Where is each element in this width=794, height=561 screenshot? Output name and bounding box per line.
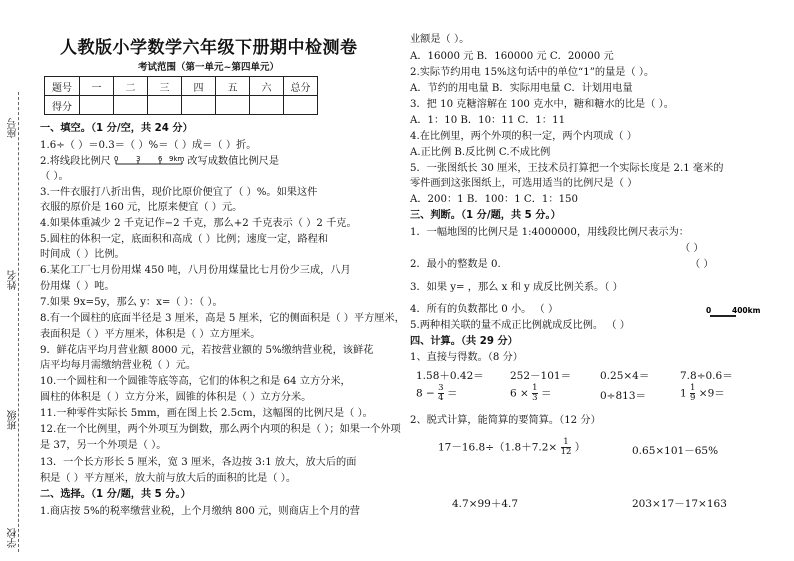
calc-text: 6 × [510, 387, 529, 400]
exam-scope: 考试范围（第一单元~第四单元） [138, 62, 279, 73]
calc-item: 203×17－17×163 [632, 498, 727, 510]
question-line: 6.某化工厂七月份用煤 450 吨，八月份用煤量比七月份少三成，八月 [40, 265, 351, 276]
score-cell[interactable] [114, 96, 148, 115]
score-cell[interactable] [182, 96, 216, 115]
question-line: 积是（ ）平方厘米，放大前与放大后的面积的比是（ ）。 [40, 473, 297, 484]
question-line: 9．鲜花店平均月营业额 8000 元，若按营业额的 5%缴纳营业税，该鲜花 [40, 345, 374, 356]
question-line: 10.一个圆柱和一个圆锥等底等高，它们的体积之和是 64 立方分米， [40, 376, 351, 387]
calc-text: ＝ [446, 387, 458, 400]
option-line: A．节约的用电量 B．实际用电量 C．计划用电量 [410, 83, 633, 94]
section-heading: 三、判断。（1 分/题，共 5 分。） [410, 210, 561, 221]
scale-bar-end: 400km [732, 306, 761, 315]
calc-item: 0.65×101－65% [632, 445, 719, 457]
option-line: A．200：1 B．100：1 C．1：150 [410, 194, 579, 205]
question-line: 1．一幅地图的比例尺是 1:4000000，用线段比例尺表示为： [410, 227, 689, 238]
calc-text: 1 [680, 387, 687, 400]
score-cell[interactable] [216, 96, 250, 115]
question-line: 圆柱的体积是（ ）立方分米，圆锥的体积是（ ）立方分米。 [40, 392, 312, 403]
score-cell[interactable] [80, 96, 114, 115]
question-line: 4．所有的负数都比 0 小。 （ ） [410, 304, 559, 315]
score-header-cell: 三 [148, 77, 182, 96]
question-line: 1.6÷（ ）＝0.3＝（ ）%＝（ ）成＝（ ）折。 [40, 140, 257, 151]
score-cell[interactable] [250, 96, 284, 115]
score-cell[interactable] [284, 96, 318, 115]
line-segment-scale [114, 155, 184, 167]
question-line: 2.实际节约用电 15%这句话中的单位“1”的量是（ ）。 [410, 67, 655, 78]
question-line: 1.商店按 5%的税率缴营业税，上个月缴纳 800 元，则商店上个月的营 [40, 506, 360, 517]
calc-item [438, 438, 585, 457]
question-line: 业额是（ ）。 [410, 34, 470, 45]
question-line: 衣服的原价是 160 元，比原来便宜（ ）元。 [40, 202, 243, 213]
question-line: 零件画到这张图纸上，可选用适当的比例尺是（ ） [410, 178, 638, 189]
calc-text: ） [574, 441, 586, 454]
calc-item: 252－101＝ [510, 370, 572, 382]
question-line: 12.在一个比例里，两个外项互为倒数，那么两个内项的积是（ ）；如果一个外项 [40, 424, 401, 435]
calc-item: 0÷813＝ [600, 390, 647, 402]
left-column [40, 0, 405, 561]
question-line: 2、脱式计算，能简算的要简算。（12 分） [410, 415, 601, 426]
question-line: 是 37，另一个外项是（ ）。 [40, 440, 167, 451]
question-line: 5．一张图纸长 30 厘米，王技术员打算把一个实际长度是 2.1 毫米的 [410, 163, 724, 174]
question-line: 1、直接与得数。（8 分） [410, 352, 523, 363]
ruler-tick: 9km [169, 155, 185, 163]
score-header-cell: 一 [80, 77, 114, 96]
question-line: 份用煤（ ）吨。 [40, 281, 115, 292]
calc-text: ＝ [540, 387, 552, 400]
fraction: $\frac{3}{4}$ [438, 383, 444, 403]
option-line: A.正比例 B.反比例 C.不成比例 [410, 147, 551, 158]
question-line: 5.圆柱的体积一定，底面积和高成（ ）比例；速度一定，路程和 [40, 234, 329, 245]
question-text: 改写成数值比例尺是 [187, 156, 280, 167]
section-heading: 二、选择。（1 分/题，共 5 分。） [40, 489, 191, 500]
score-header-cell: 题号 [45, 77, 80, 96]
ruler-tick: 3 [136, 155, 141, 163]
section-heading: 四、计算。（共 29 分） [410, 336, 518, 347]
right-column [410, 0, 788, 561]
question-line: 4.在比例里，两个外项的积一定，两个内项成（ ） [410, 131, 637, 142]
calc-text: 17－16.8÷（1.8＋7.2× [438, 441, 558, 454]
calc-text: ×9＝ [698, 387, 725, 400]
calc-item [680, 384, 725, 403]
calc-item: 0.25×4＝ [600, 370, 650, 382]
question-line: 2．最小的整数是 0. [410, 259, 501, 270]
fraction: $\frac{1}{9}$ [690, 383, 696, 403]
calc-item [510, 384, 551, 403]
class-label: 班级 [8, 410, 19, 430]
binding-strip [0, 0, 28, 561]
question-line: 3．把 10 克糖溶解在 100 克水中，糖和糖水的比是（ ）。 [410, 99, 674, 110]
school-label: 学校 [8, 528, 19, 548]
score-row-label: 得分 [45, 96, 80, 115]
question-line: 7.如果 9x=5y，那么 y：x=（ ）：（ ）。 [40, 297, 223, 308]
fraction: $\frac{1}{3}$ [532, 383, 538, 403]
calc-item: 1.58＋0.42＝ [416, 370, 484, 382]
answer-bracket[interactable]: （ ） [680, 243, 704, 254]
ruler-tick: 0 [114, 155, 119, 163]
question-line: 时间成（ ）比例。 [40, 249, 125, 260]
seat-number-label: 座号 [8, 118, 19, 138]
question-line: 11.一种零件实际长 5mm，画在图上长 2.5cm，这幅图的比例尺是（ ）。 [40, 408, 373, 419]
score-header-cell: 二 [114, 77, 148, 96]
calc-item: 7.8÷0.6＝ [680, 370, 733, 382]
page-title: 人教版小学数学六年级下册期中检测卷 [60, 38, 358, 58]
section-heading: 一、填空。（1 分/空，共 24 分） [40, 123, 193, 134]
question-line: （ ）。 [40, 171, 69, 182]
score-header-cell: 四 [182, 77, 216, 96]
score-cell[interactable] [148, 96, 182, 115]
question-line: 13．一个长方形长 5 厘米，宽 3 厘米，各边按 3:1 放大，放大后的面 [40, 457, 357, 468]
question-line: 3.一件衣服打八折出售，现价比原价便宜了（ ）%。如果这件 [40, 187, 318, 198]
question-line: 4.如果体重减少 2 千克记作−2 千克，那么+2 千克表示（ ）2 千克。 [40, 218, 357, 229]
score-header-cell: 五 [216, 77, 250, 96]
option-line: A．16000 元 B．160000 元 C．20000 元 [410, 51, 614, 62]
question-line [40, 155, 279, 169]
question-text: 2.将线段比例尺 [40, 156, 111, 167]
fraction: $\frac{1}{12}$ [560, 437, 572, 457]
score-header-cell: 六 [250, 77, 284, 96]
score-row [45, 96, 318, 115]
binding-line [18, 92, 19, 552]
question-line: 5.两种相关联的量不成正比例就成反比例。 （ ） [410, 320, 630, 331]
question-line: 8.有一个圆柱的底面半径是 3 厘米，高是 5 厘米，它的侧面积是（ ）平方厘米， [40, 313, 405, 324]
scale-bar-zero: 0 [706, 306, 712, 315]
answer-bracket[interactable]: （ ） [690, 259, 714, 270]
calc-item [416, 384, 457, 403]
score-header-row [45, 77, 318, 96]
question-line: 店平均每月需缴纳营业税（ ）元。 [40, 360, 197, 371]
calc-item: 4.7×99＋4.7 [452, 498, 519, 510]
score-table [44, 76, 318, 115]
judge-scale-bar [706, 304, 768, 320]
name-label: 姓名 [8, 270, 19, 290]
score-header-cell: 总分 [284, 77, 318, 96]
question-line: 3．如果 y= ，那么 x 和 y 成反比例关系。（ ） [410, 282, 623, 293]
calc-text: 8 − [416, 387, 435, 400]
ruler-tick: 6 [158, 155, 163, 163]
option-line: A．1：10 B．10：11 C．1：11 [410, 115, 566, 126]
question-line: 表面积是（ ）平方厘米，体积是（ ）立方厘米。 [40, 329, 261, 340]
